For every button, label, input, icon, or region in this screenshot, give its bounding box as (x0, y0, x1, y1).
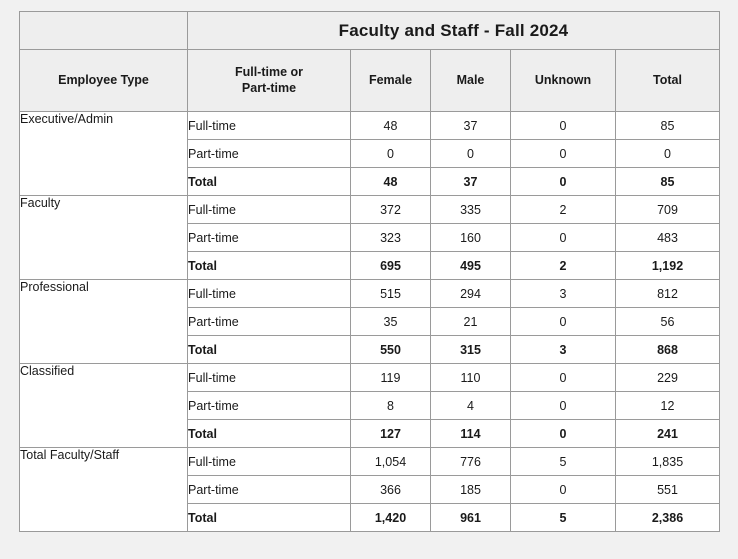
cell-female: 127 (351, 420, 431, 448)
cell-male: 776 (431, 448, 511, 476)
cell-female: 119 (351, 364, 431, 392)
cell-unknown: 0 (511, 140, 616, 168)
cell-female: 35 (351, 308, 431, 336)
title-corner-blank (20, 12, 188, 50)
row-label: Full-time (188, 196, 351, 224)
column-header-ftpt-line1: Full-time or (234, 64, 304, 79)
cell-total: 12 (616, 392, 720, 420)
cell-total: 0 (616, 140, 720, 168)
group-label-faculty: Faculty (20, 196, 188, 280)
row-label: Full-time (188, 280, 351, 308)
cell-total: 229 (616, 364, 720, 392)
row-label: Part-time (188, 140, 351, 168)
row-label: Full-time (188, 448, 351, 476)
cell-female: 550 (351, 336, 431, 364)
cell-female: 48 (351, 168, 431, 196)
cell-total: 551 (616, 476, 720, 504)
cell-male: 294 (431, 280, 511, 308)
row-label: Total (188, 336, 351, 364)
group-label-executive-admin: Executive/Admin (20, 112, 188, 196)
cell-unknown: 0 (511, 364, 616, 392)
table-row (20, 448, 720, 476)
cell-unknown: 5 (511, 448, 616, 476)
row-label: Full-time (188, 364, 351, 392)
column-header-total: Total (616, 50, 720, 112)
table-container (19, 11, 719, 532)
table-row (20, 112, 720, 140)
row-label: Total (188, 504, 351, 532)
cell-unknown: 0 (511, 168, 616, 196)
column-header-unknown: Unknown (511, 50, 616, 112)
row-label: Part-time (188, 392, 351, 420)
group-label-classified: Classified (20, 364, 188, 448)
cell-female: 695 (351, 252, 431, 280)
cell-unknown: 0 (511, 224, 616, 252)
cell-male: 37 (431, 168, 511, 196)
column-header-ftpt-line2: Part-time (241, 80, 297, 95)
cell-female: 0 (351, 140, 431, 168)
cell-total: 241 (616, 420, 720, 448)
cell-male: 114 (431, 420, 511, 448)
cell-total: 85 (616, 112, 720, 140)
cell-male: 185 (431, 476, 511, 504)
cell-total: 868 (616, 336, 720, 364)
group-label-total-faculty-staff: Total Faculty/Staff (20, 448, 188, 532)
cell-female: 323 (351, 224, 431, 252)
cell-total: 1,192 (616, 252, 720, 280)
cell-male: 4 (431, 392, 511, 420)
cell-unknown: 0 (511, 308, 616, 336)
column-header-female: Female (351, 50, 431, 112)
column-header-ftpt (188, 50, 351, 112)
table-body (20, 12, 720, 532)
cell-total: 2,386 (616, 504, 720, 532)
cell-unknown: 2 (511, 196, 616, 224)
cell-female: 366 (351, 476, 431, 504)
cell-total: 85 (616, 168, 720, 196)
cell-unknown: 0 (511, 420, 616, 448)
cell-female: 372 (351, 196, 431, 224)
cell-male: 335 (431, 196, 511, 224)
table-row (20, 196, 720, 224)
cell-female: 48 (351, 112, 431, 140)
cell-unknown: 5 (511, 504, 616, 532)
cell-unknown: 2 (511, 252, 616, 280)
cell-male: 160 (431, 224, 511, 252)
page-title: Faculty and Staff - Fall 2024 (188, 12, 720, 50)
cell-unknown: 3 (511, 336, 616, 364)
cell-male: 110 (431, 364, 511, 392)
cell-female: 1,054 (351, 448, 431, 476)
column-header-employee-type: Employee Type (20, 50, 188, 112)
cell-unknown: 0 (511, 476, 616, 504)
cell-total: 483 (616, 224, 720, 252)
title-row (20, 12, 720, 50)
cell-total: 812 (616, 280, 720, 308)
group-label-professional: Professional (20, 280, 188, 364)
cell-male: 495 (431, 252, 511, 280)
table-row (20, 280, 720, 308)
row-label: Part-time (188, 476, 351, 504)
cell-male: 21 (431, 308, 511, 336)
cell-male: 37 (431, 112, 511, 140)
cell-total: 709 (616, 196, 720, 224)
column-header-male: Male (431, 50, 511, 112)
cell-male: 961 (431, 504, 511, 532)
cell-total: 56 (616, 308, 720, 336)
row-label: Part-time (188, 308, 351, 336)
row-label: Part-time (188, 224, 351, 252)
cell-male: 0 (431, 140, 511, 168)
faculty-staff-table (19, 11, 720, 532)
row-label: Full-time (188, 112, 351, 140)
column-header-row (20, 50, 720, 112)
row-label: Total (188, 252, 351, 280)
cell-female: 515 (351, 280, 431, 308)
row-label: Total (188, 168, 351, 196)
cell-unknown: 3 (511, 280, 616, 308)
row-label: Total (188, 420, 351, 448)
cell-unknown: 0 (511, 112, 616, 140)
cell-female: 8 (351, 392, 431, 420)
cell-unknown: 0 (511, 392, 616, 420)
cell-total: 1,835 (616, 448, 720, 476)
cell-male: 315 (431, 336, 511, 364)
cell-female: 1,420 (351, 504, 431, 532)
table-row (20, 364, 720, 392)
